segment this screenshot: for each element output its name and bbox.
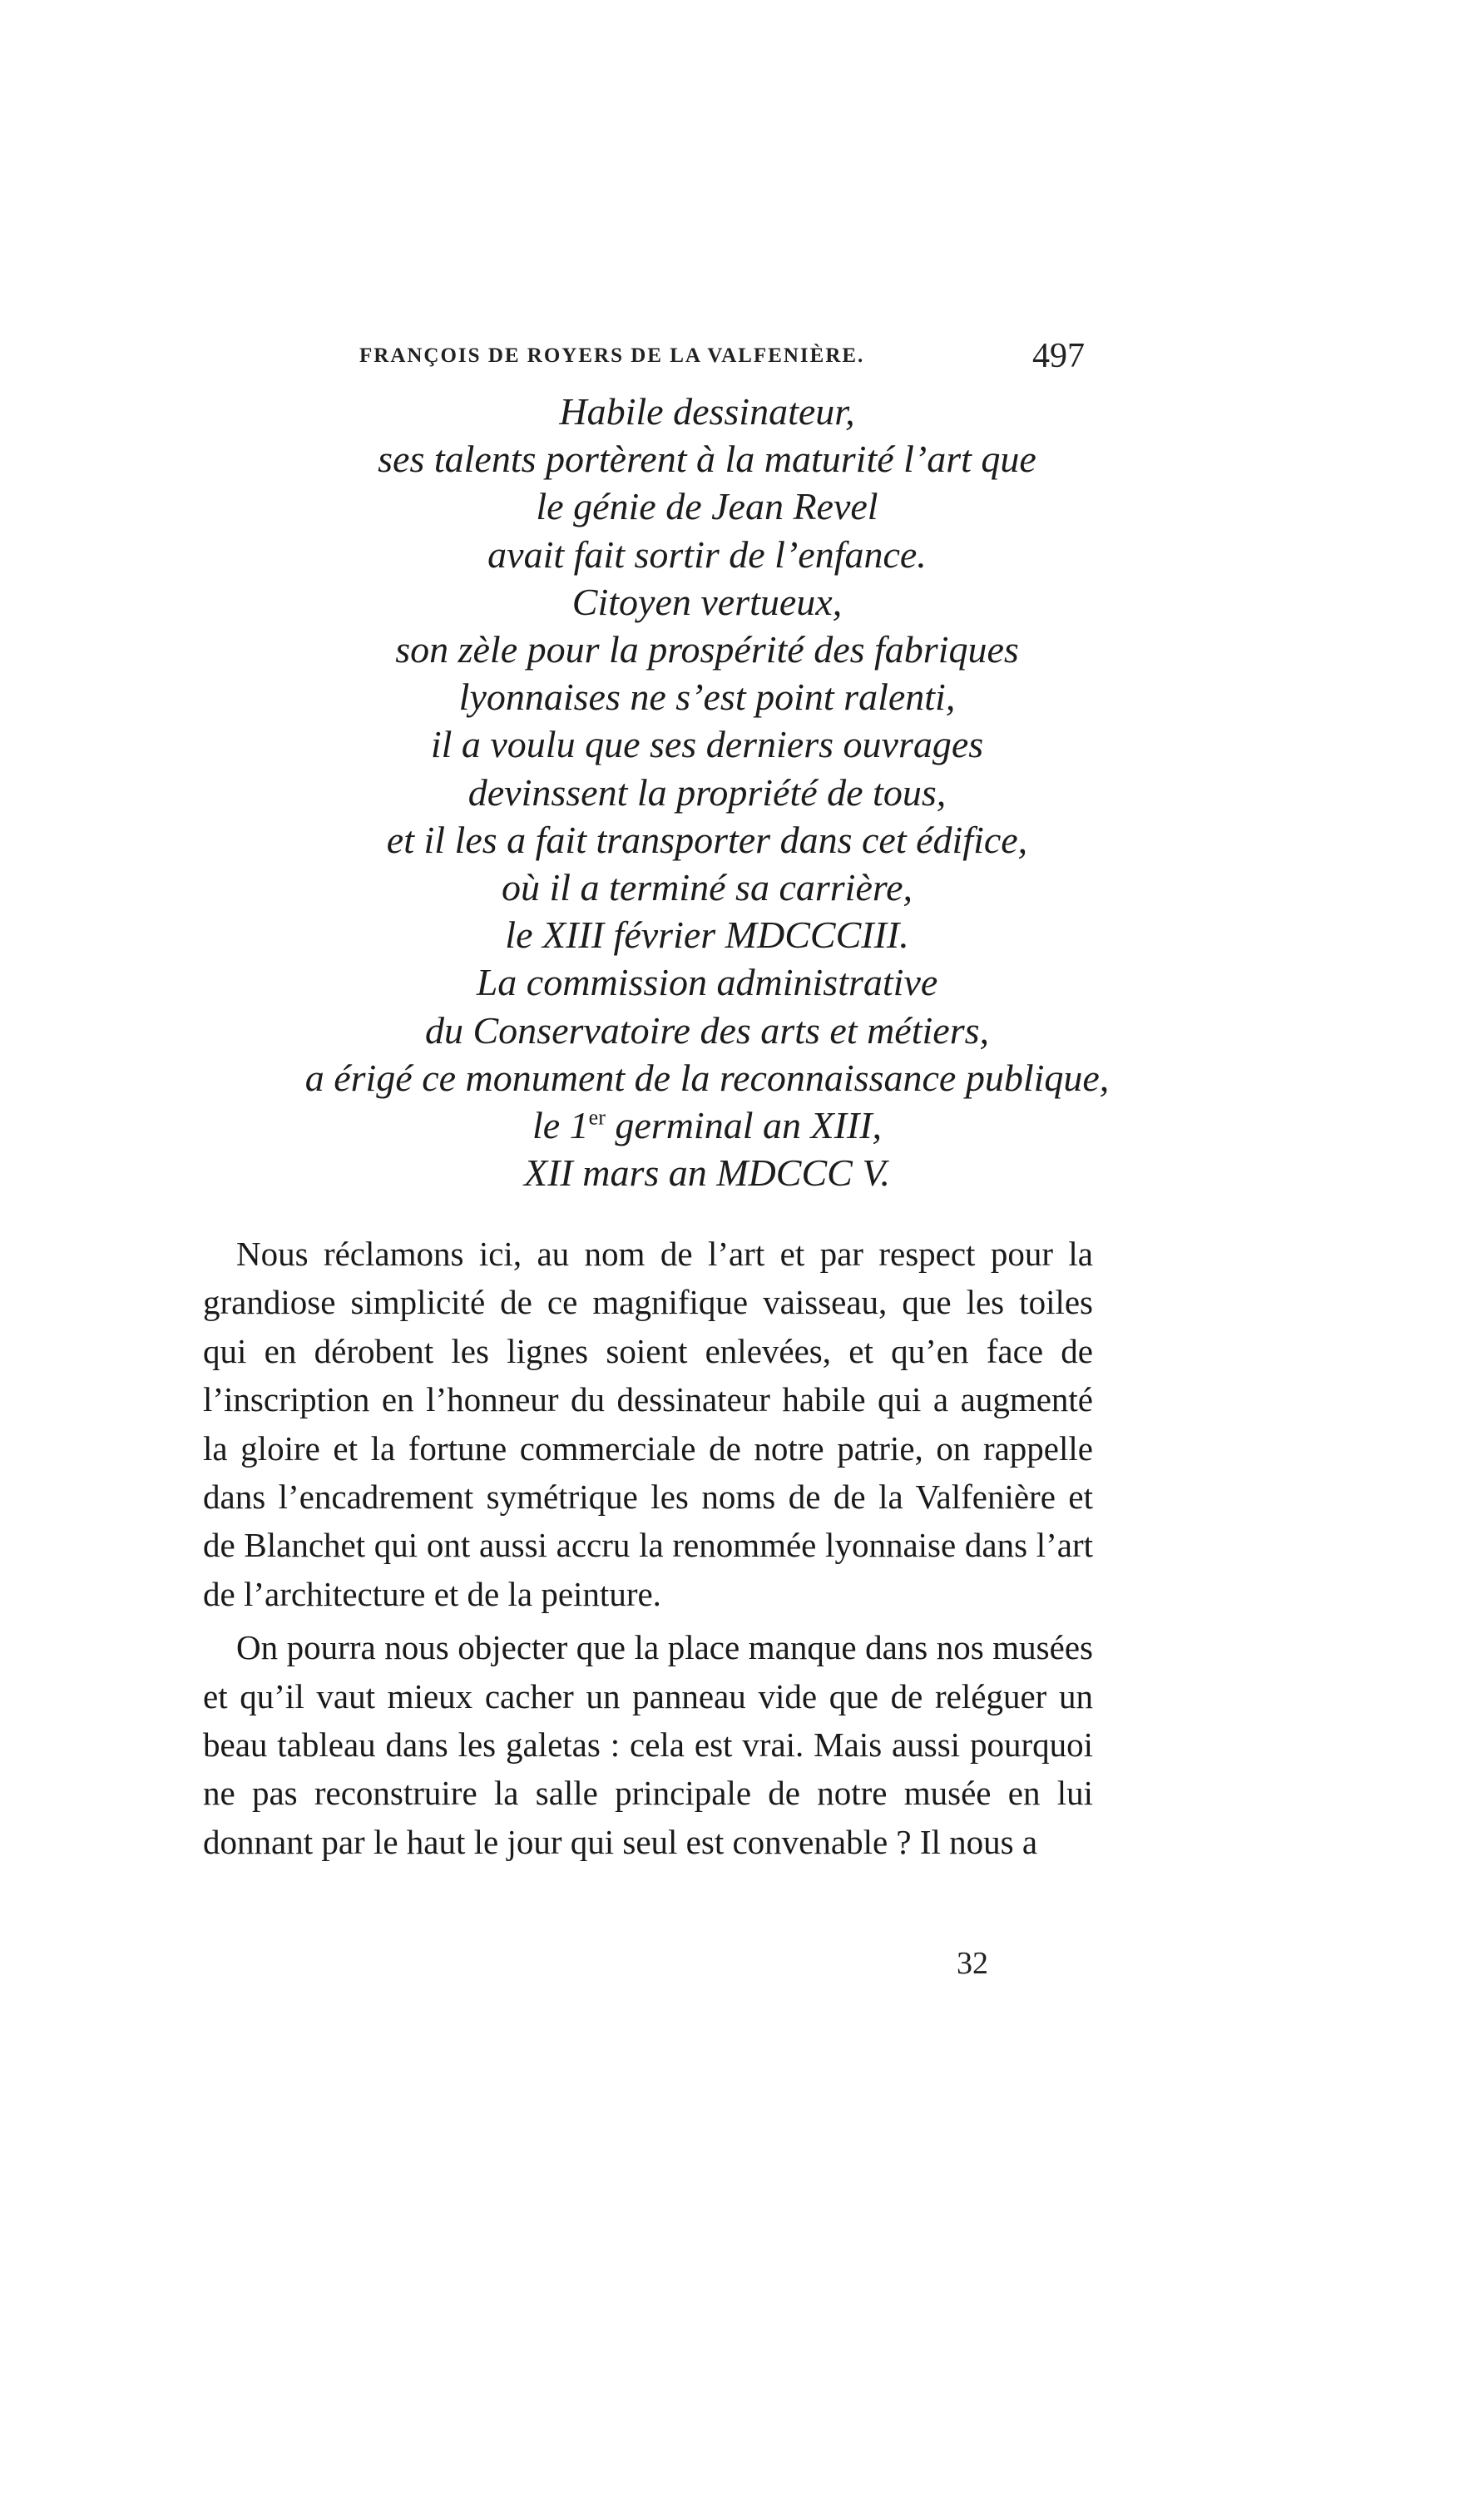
- inscription-line: où il a terminé sa carrière,: [501, 866, 913, 909]
- ordinal-superscript: er: [588, 1105, 606, 1130]
- inscription-germinal-line: [166, 1102, 1248, 1149]
- inscription-line: XII mars an MDCCC V.: [523, 1151, 890, 1195]
- inscription-line: La commission administrative: [476, 961, 938, 1004]
- running-title: FRANÇOIS DE ROYERS DE LA VALFENIÈRE.: [359, 344, 865, 367]
- running-head: [333, 336, 1123, 386]
- paragraph: On pourra nous objecter que la place manque dans nos musées et qu’il vaut mieux cacher un panneau vide que de reléguer un beau tableau dans les galetas : cela est vrai. Mais aussi pourquoi ne pas reconstruire la salle principale de notre musée en lui donnant par le haut le jour qui seul est convenable ? Il nous a: [203, 1628, 1093, 1861]
- germinal-prefix: le 1: [532, 1104, 589, 1147]
- inscription-block: [166, 388, 1248, 1196]
- inscription-line: Habile dessinateur,: [559, 390, 855, 433]
- paragraph: Nous réclamons ici, au nom de l’art et par respect pour la grandiose simplicité de ce magnifique vaisseau, que les toiles qui en dérobent les lignes soient enlevées, et qu’en face de l’inscription en l’honneur du dessinateur habile qui a augmenté la gloire et la fortune commerciale de notre patrie, on rappelle dans l’encadrement symétrique les noms de de la Valfenière et de Blanchet qui ont aussi accru la renommée lyonnaise dans l’art de l’architecture et de la peinture.: [203, 1235, 1093, 1613]
- inscription-line: lyonnaises ne s’est point ralenti,: [458, 676, 956, 719]
- page-number: 497: [1032, 337, 1085, 375]
- body-text: [203, 1230, 1093, 1866]
- inscription-line: Citoyen vertueux,: [571, 580, 843, 623]
- inscription-line: avait fait sortir de l’enfance.: [487, 532, 927, 576]
- signature-mark: 32: [957, 1946, 988, 1981]
- germinal-suffix: germinal an XIII,: [605, 1104, 883, 1147]
- inscription-line: ses talents portèrent à la maturité l’art que: [378, 438, 1036, 481]
- inscription-line: il a voulu que ses derniers ouvrages: [430, 723, 984, 766]
- inscription-line: le XIII février MDCCCIII.: [505, 913, 909, 957]
- inscription-line: a érigé ce monument de la reconnaissance publique,: [304, 1056, 1110, 1099]
- inscription-line: du Conservatoire des arts et métiers,: [424, 1008, 989, 1052]
- inscription-line: son zèle pour la prospérité des fabriques: [395, 628, 1019, 671]
- inscription-line: et il les a fait transporter dans cet édifice,: [386, 818, 1028, 861]
- inscription-line: devinssent la propriété de tous,: [467, 770, 947, 814]
- inscription-line: le génie de Jean Revel: [536, 485, 878, 528]
